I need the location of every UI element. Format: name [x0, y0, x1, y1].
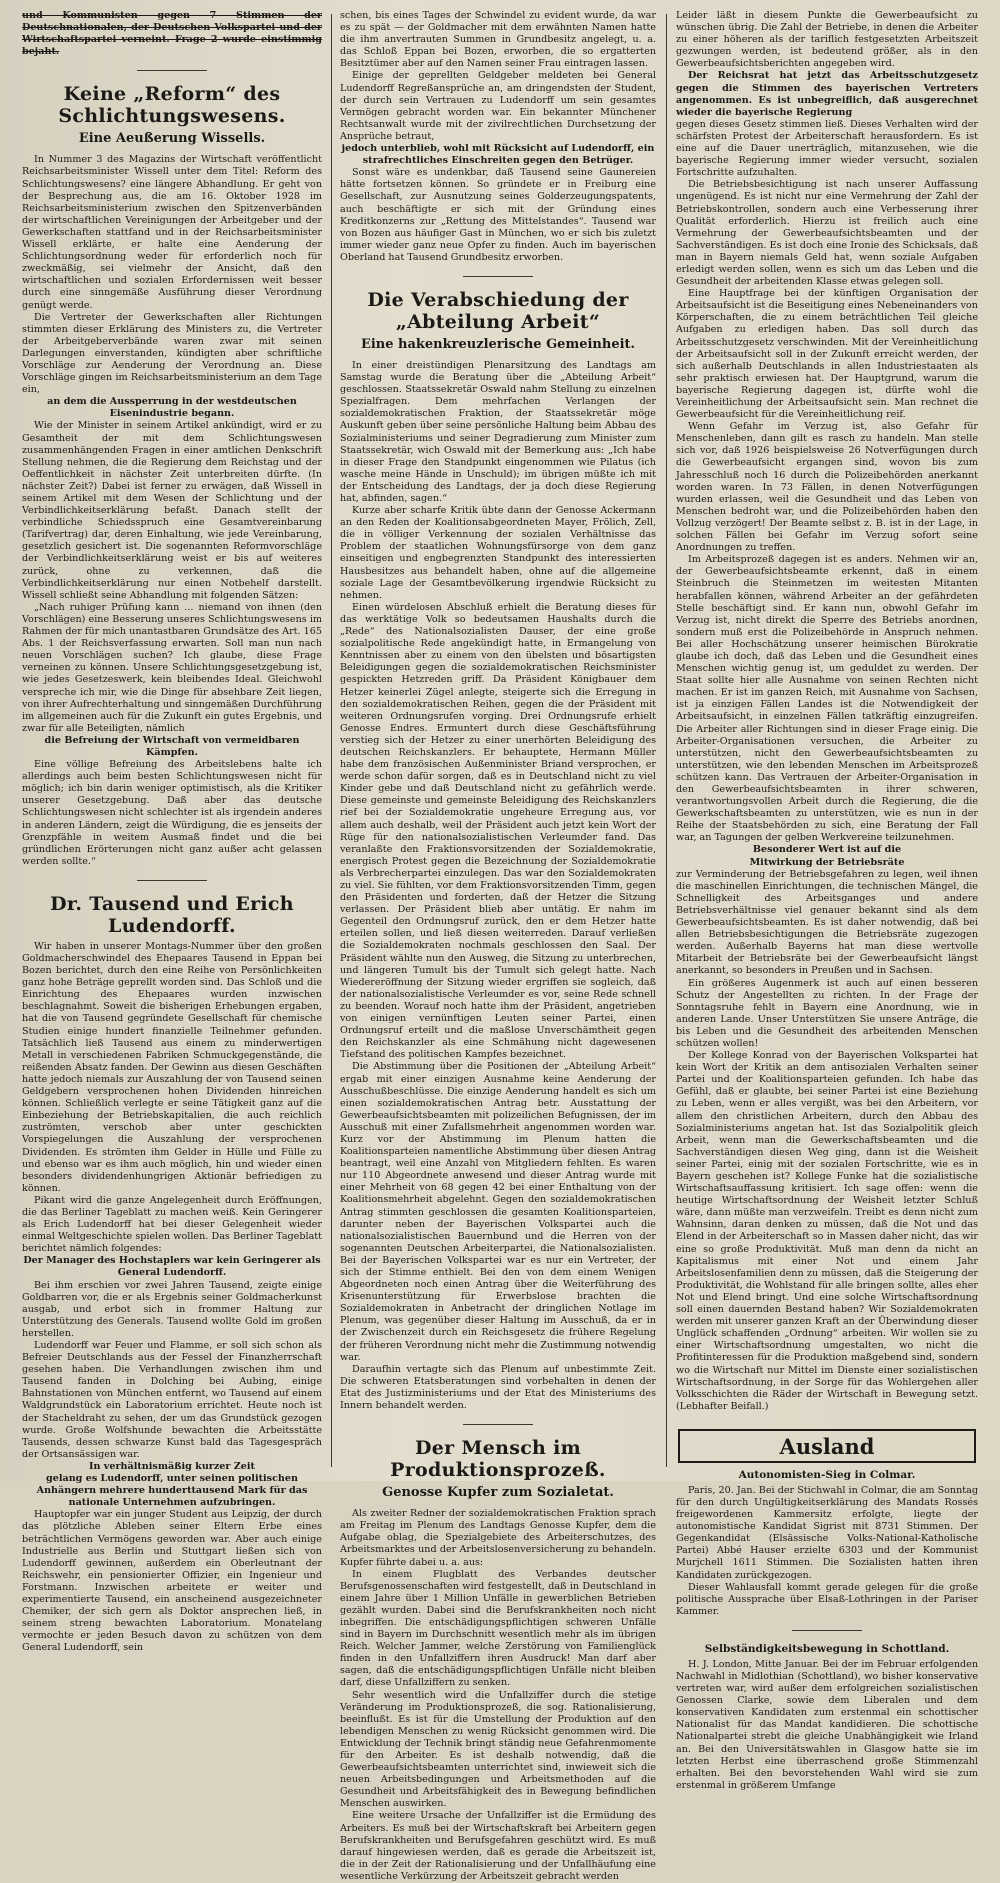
paragraph: Kurze aber scharfe Kritik übte dann der Genosse Ackermann an den Reden der Koalitionsabgeordneten Mayer, Frölich, Zell, die in völliger Verkennung der sozialen Verhältnisse das Problem der staatlichen Wohnungsfürsorge von dem ganz einseitigen und engbegrenzten Standpunkt des interessierten Hausbesitzes aus behandelt haben, ohne auf die allgemeine soziale Lage der Gesamtbevölkerung irgendwie Rücksicht zu nehmen.	[340, 505, 656, 601]
paragraph-emphasis: In verhältnismäßig kurzer Zeit	[89, 1460, 255, 1472]
column-right	[676, 10, 978, 1791]
paragraph: In einem Flugblatt des Verbandes deutscher Berufsgenossenschaften wird festgestellt, daß in Deutschland in einem Jahre über 1 Million Unfälle in gewerblichen Betrieben gezählt wurden. Dabei sind die Berufskrankheiten noch nicht inbegriffen. Die entschädigungspflichtigen schweren Unfälle sind in Bayern im Durchschnitt wesentlich mehr als im übrigen Reich. Welcher Jammer, welche Zerstörung von Familienglück finden in den Unfallziffern ihren Ausdruck! Man darf aber sagen, daß die entschädigungspflichtigen Unfälle nicht bleiben darf, diese Unfallziffern zu senken.	[340, 1568, 656, 1689]
paragraph: Ein größeres Augenmerk ist auch auf einen besseren Schutz der Angestellten zu richten. In der Frage der Sonntagsruhe fehlt in Bayern eine Anordnung, wie in anderen Lande. Unser Unterstützen Sie unsere Anträge, die bis Leben und die Gesundheit des arbeitenden Menschen schützen wollen!	[676, 977, 978, 1049]
paragraph: Die Betriebsbesichtigung ist nach unserer Auffassung ungenügend. Es ist nicht nur eine Vermehrung der Zahl der Betriebskontrollen, sondern auch eine Verbesserung ihrer Qualität erforderlich. Hierzu ist freilich auch eine Vermehrung der Gewerbeaufsichtsbeamten und der Sachverständigen. Es ist doch eine Ironie des Schicksals, daß man in Bayern niemals Geld hat, wenn soziale Aufgaben erledigt werden sollen, wenn es sich um das Leben und die Gesundheit der arbeitenden Klasse etwas gelegen soll.	[676, 179, 978, 288]
paragraph: H. J. London, Mitte Januar. Bei der im Februar erfolgenden Nachwahl in Midlothian (Schottland), wo bisher konservative vertreten war, wird außer dem erfolgreichen sozialistischen Genossen Clarke, sowie dem Liberalen und dem konservativen Kandidaten zum erstenmal ein schottischer Nationalist für das Mandat kandidieren. Die schottische Nationalpartei strebt die gleiche Unabhängigkeit wie Irland an. Bei den Universitätswahlen in Glasgow hatte sie im letzten Herbst eine überraschend große Stimmenzahl erhalten. Bei den bevorstehenden Wahl wird sie zum erstenmal in größerem Umfange	[676, 1658, 978, 1791]
paragraph: Die Vertreter der Gewerkschaften aller Richtungen stimmten dieser Erklärung des Ministers zu, die Vertreter der Arbeitgeberverbände waren zwar mit seinen Darlegungen einverstanden, kündigten aber schriftliche Vorschläge zur Aenderung der Verordnung an. Diese Vorschläge gingen im Reichsarbeitsministerium an dem Tage ein,	[22, 311, 322, 396]
separator	[792, 1630, 862, 1631]
paragraph: Wie der Minister in seinem Artikel ankündigt, wird er zu Gesamtheit der mit dem Schlichtungswesen zusammenhängenden Fragen in einer amtlichen Denkschrift Stellung nehmen, die die Regierung dem Reichstag und der Oeffentlichkeit in nächster Zeit unterbreiten dürfte. (In nächster Zeit?) Dabei ist ferner zu erwägen, daß Wissell in seinem Artikel mit dem Wesen der Schlichtung und der Verbindlichkeitserklärung befaßt. Danach stellt der verbindliche Schiedsspruch eine Gesamtvereinbarung (Tarifvertrag) dar, deren Einhaltung, wie jede Vereinbarung, gesetzlich gesichert ist. Die sogenannten Reformvorschläge der Verbindlichkeitserklärung weist er bis auf weiteres zurück, ohne zu verkennen, daß die Verbindlichkeitserklärung nur einen Notbehelf darstellt. Wissell schließt seine Abhandlung mit folgenden Sätzen:	[22, 420, 322, 601]
paragraph-emphasis: jedoch unterblieb, wohl mit Rücksicht auf Ludendorff, ein strafrechtliches Einschreiten gegen den Betrüger.	[341, 143, 655, 167]
paragraph: Eine weitere Ursache der Unfallziffer ist die Ermüdung des Arbeiters. Es muß bei der Wirtschaftskraft bei Arbeitern gegen Berufskrankheiten und Berufsgefahren geschützt wird. Es muß darauf hingewiesen werden, daß es gerade die Arbeitszeit ist, die in der Zeit der Rationalisierung und der Unfallhäufung eine wesentliche Verkürzung der Arbeitszeit gebracht werden	[340, 1810, 656, 1882]
paragraph: In einer dreistündigen Plenarsitzung des Landtags am Samstag wurde die Beratung über die „Abteilung Arbeit“ geschlossen. Staatssekretär Oswald nahm Stellung zu einzelnen Spezialfragen. Dem mehrfachen Verlangen der sozialdemokratischen Fraktion, der Staatssekretär möge Auskunft geben über seine persönliche Haltung beim Abbau des Sozialministeriums und seiner Degradierung zum Minister zum Staatssekretär, wich Oswald mit der Bemerkung aus: „Ich habe in dieser Frage den Standpunkt eingenommen wie Pilatus (ich wasche meine Hände in Unschuld); im übrigen müßte ich mit der Entscheidung des Landtags, der ja doch diese Regierung hat, abfinden, sagen.“	[340, 359, 656, 504]
column-middle	[340, 10, 656, 1882]
paragraph: Ludendorff war Feuer und Flamme, er soll sich schon als Befreier Deutschlands aus der Fessel der Finanzherrschaft gesehen haben. Die Verhandlungen zwischen ihm und Tausend fanden in Dolching bei Aubing, einige Bahnstationen von München entfernt, wo Tausend auf einem Waldgrundstück ein Laboratorium errichtet. Heute noch ist der Stacheldraht zu sehen, der um das Grundstück gezogen wurde. Große Wolfshunde bewachten die Arbeitsstätte Tausends, dessen schwarze Kunst bald das Tagesgespräch der Ortsansässigen war.	[22, 1340, 322, 1460]
paragraph-emphasis: die Befreiung der Wirtschaft von vermeidbaren Kämpfen.	[44, 734, 300, 758]
headline-produktionsprozess: Der Mensch im Produktionsprozeß.	[390, 1437, 606, 1482]
paragraph: Eine Hauptfrage bei der künftigen Organisation der Arbeitsaufsicht ist die Beseitigung eines Nebeneinanders von Körperschaften, die zu einem beträchtlichen Teil gleiche Aufgaben zu erledigen haben. Das soll durch das Arbeitsschutzgesetz verschwinden. Mit der Vereinheitlichung der Arbeitsaufsicht soll in der Zukunft erreicht werden, der sich außerhalb Deutschlands in allen Industriestaaten als sehr praktisch erwiesen hat. Der Hauptgrund, warum die bayerische Regierung dagegen ist, dürfte wohl die Vereinheitlichung der Arbeitsaufsicht sein. Man rechnet die Gewerbeaufsicht für die Vereinheitlichung reif.	[676, 288, 978, 421]
paragraph: Dieser Wahlausfall kommt gerade gelegen für die große politische Aussprache über Elsaß-Lothringen in der Pariser Kammer.	[676, 1581, 978, 1617]
paragraph: Die Abstimmung über die Positionen der „Abteilung Arbeit“ ergab mit einer einzigen Ausnahme keine Aenderung der Ausschußbeschlüsse. Die einzige Aenderung handelt es sich um einen sozialdemokratischen Antrag betr. Ausstattung der Gewerbeaufsichtsbeamten mit polizeilichen Befugnissen, der im Ausschuß mit einer Zufallsmehrheit angenommen worden war. Kurz vor der Abstimmung im Plenum hatten die Koalitionsparteien namentliche Abstimmung über diesen Antrag beantragt, weil eine Anzahl von Mitgliedern fehlten. Es waren nur 110 Abgeordnete anwesend und dieser Antrag wurde mit einer Mehrheit von 68 gegen 42 bei einer Enthaltung von der Koalitionsmehrheit abgelehnt. Gegen den sozialdemokratischen Antrag stimmten geschlossen die gesamten Koalitionsparteien, darunter neben der Bayerischen Volkspartei auch die nationalsozialistischen Bauernbund und die Herren von der sogenannten Deutschen Arbeiterpartei, die Nationalsozialisten. Bei der Bayerischen Volkspartei war es nur ein Vertreter, der sich der Stimme enthielt. Bei den von dem einem Wenigen Abgeordneten noch einen Antrag über die Weiterführung des Krisenunterstützung für Erwerbslose brachten die Sozialdemokraten in Anbetracht der dringlichen Notlage im Plenum, was gegenüber dieser Haltung im Ausschuß, da er in der Zwischenzeit durch ein Reichsgesetz die frühere Regelung der früheren Verordnung nicht mehr die Zustimmung notwendig war.	[340, 1061, 656, 1363]
paragraph-emphasis: an dem die Aussperrung in der westdeutschen Eisenindustrie begann.	[47, 396, 297, 420]
subheadline-schottland: Selbständigkeitsbewegung in Schottland.	[704, 1642, 950, 1655]
paragraph: Sonst wäre es undenkbar, daß Tausend seine Gaunereien hätte fortsetzen können. So gründete er in Freiburg eine Gesellschaft, zur Ausnutzung seines Golderzeugungspatents, auch beschäftigte er sich mit der Gründung eines Kreditkonzerns zur „Rettung des Mittelstandes“. Tausend war von Bozen aus häufiger Gast in München, wo er sich bis zuletzt immer wieder ganz neue Opfer zu finden. Auch im bayerischen Oberland hat Tausend Grundbesitz erworben.	[340, 167, 656, 263]
subheadline-gemeinheit: Eine hakenkreuzlerische Gemeinheit.	[360, 336, 636, 352]
paragraph-emphasis: Der Reichsrat hat jetzt das Arbeitsschutzgesetz gegen die Stimmen des bayerischen Vertreters angenommen. Es ist unbegreiflich, daß ausgerechnet wieder die bayerische Regierung	[676, 70, 978, 118]
headline-tausend: Dr. Tausend und Erich Ludendorff.	[50, 892, 294, 937]
headline-schlichtung: Keine „Reform“ des Schlichtungswesens.	[58, 83, 286, 128]
paragraph: Einen würdelosen Abschluß erhielt die Beratung dieses für das werktätige Volk so bedeutsamen Haushalts durch die „Rede“ des Nationalsozialisten Dauser, der eine große sozialpolitische Rede angekündigt hatte, in Ermangelung von Kenntnissen aber zu einem von den übelsten und bösartigsten Beleidigungen gegen die sozialdemokratischen Reichsminister gespickten Hetzreden griff. Da Präsident Königbauer dem Hetzer keinerlei Zügel anlegte, steigerte sich die Erregung in den sozialdemokratischen Reihen, gegen die der Präsident mit weiteren Ordnungsrufen vorging. Drei Ordnungsrufe erhielt Genosse Endres. Ermuntert durch diese Geschäftsführung verstieg sich der Hetzer zu einer unerhörten Beleidigung des deutschen Reichskanzlers. Er behauptete, Hermann Müller habe dem französischen Außenminister Briand versprochen, er werde schon dafür sorgen, daß es in Deutschland nicht zu viel Kinder gebe und daß Deutschland nicht zu gefährlich werde. Diese gemeinste und gemeinste Beleidigung des Reichskanzlers rief bei der Sozialdemokratie ungeheure Erregung aus, vor allem auch deshalb, weil der Präsident auch jetzt kein Wort der Rüge für den nationalsozialistischen Verleumder fand. Das veranlaßte den Fraktionsvorsitzenden der Sozialdemokratie, energisch Protest gegen die Bezeichnung der Sozialdemokratie als Verbrecherpartei einzulegen. Das war den Sozialdemokraten zu viel. Sie fühlten, vor dem Fraktionsvorsitzenden Timm, gegen den Präsidenten und forderten, daß der Hetzer die Sitzung verlassen. Der Präsident blieb aber untätig. Er nahm im Gegenteil den Ordnungsruf zurück, den er dem Hetzer hatte erteilen sollen, und ließ diesen weiterreden. Darauf verließen die Sozialdemokraten nochmals geschlossen den Saal. Der Präsident wählte nun den Ausweg, die Sitzung zu unterbrechen, und längeren Tumult bis der Tumult sich gelegt hatte. Nach Wiedereröffnung der Sitzung wieder ergriffen sie sogleich, daß der nationalsozialistische Verleumder es vor, seine Rede schnell zu beenden. Worauf noch hatte ihm der Präsident, angetrieben von einigen vernünftigen Leuten seiner Partei, einen Ordnungsruf erteilt und die maßlose Unverschämtheit gegen den Reichskanzler als eine Schmähung nicht dagewesenen Tiefstand des politischen Kampfes bezeichnet.	[340, 601, 656, 1061]
paragraph: Leider läßt in diesem Punkte die Gewerbeaufsicht zu wünschen übrig. Die Zahl der Betriebe, in denen die Arbeiter zu einer höheren als der tariflich festgesetzten Arbeitszeit gezwungen werden, ist bedeutend größer, als in den Gewerbeaufsichtsberichten angegeben wird.	[676, 10, 978, 70]
paragraph: Bei ihm erschien vor zwei Jahren Tausend, zeigte einige Goldbarren vor, die er als Ergebnis seiner Goldmacherkunst ausgab, und erbot sich in frommer Haltung zur Unterstützung des Generals. Tausend wollte Gold im großen herstellen.	[22, 1279, 322, 1339]
paragraph: Pikant wird die ganze Angelegenheit durch Eröffnungen, die das Berliner Tageblatt zu machen weiß. Kein Geringerer als Erich Ludendorff hat bei dieser Gelegenheit wieder einmal Weltgeschichte spielen wollen. Das Berliner Tageblatt berichtet nämlich folgendes:	[22, 1194, 322, 1255]
paragraph-emphasis: Besonderer Wert ist auf die	[752, 844, 902, 856]
subheadline-kupfer: Genosse Kupfer zum Sozialetat.	[382, 1485, 614, 1501]
paragraph-emphasis: Der Manager des Hochstaplers war kein Geringerer als General Ludendorff.	[23, 1255, 321, 1279]
paragraph: Paris, 20. Jan. Bei der Stichwahl in Colmar, die am Sonntag für den durch Ungültigkeitserklärung des Mandats Rossés freigewordenen Kammersitz erfolgte, liegte der autonomistische Kandidat Sigrist mit 8731 Stimmen. Der Gegenkandidat (Elsässische Volks-National-Katholische Partei) Abbé Hauser erzielte 6303 und der Kommunist Murjchell 1611 Stimmen. Die Sozialisten hatten ihren Kandidaten zurückgezogen.	[676, 1484, 978, 1581]
article-tail: und Kommunisten gegen 7 Stimmen der Deutschnationalen, der Deutschen Volkspartei und der Wirtschaftspartei verneint. Frage 2 wurde einstimmig bejaht.	[22, 10, 322, 58]
separator	[137, 880, 207, 881]
paragraph: Der Kollege Konrad von der Bayerischen Volkspartei hat kein Wort der Kritik an dem antisozialen Verhalten seiner Partei und der Koalitionsparteien gefunden. Ich habe das Gefühl, daß er glaubte, bei seiner Partei ist eine Beziehung zu Leben, wenn er alles vergißt, was bei den Arbeitern, vor allem den christlichen Arbeitern, durch den Abbau des Sozialministeriums angetan hat. Ist das Sozialpolitik gleich Arbeit, wenn man die Gewerkschaftsbeamten und die Sachverständigen diesen Weg ging, dann ist die Weisheit seiner Partei, einig mit der sozialen Fortschritte, wie es in Bayern geschehen ist? Kollege Funke hat die sozialistische Wirtschaftsauffassung kritisiert. Ich sage offen: wenn die heutige Wirtschaftsordnung der Weisheit letzter Schluß wäre, dann müßte man verzweifeln. Treibt es denn nicht zum Wahnsinn, daran denken zu müssen, daß die Not und das Elend in der Arbeiterschaft so in Massen daher nicht, das wir eine so große Produktivität. Muß man denn da nicht an Kapitalismus mit einer Not und einem Jahr Arbeitslosenfamilien denn zu müssen, daß die Steigerung der Produktivität, die Wohlstand für alle bringen sollte, alles eher Not und Elend bringt. Und eine solche Wirtschaftsordnung soll einen dauernden Bestand haben? Wir Sozialdemokraten werden mit unserer ganzen Kraft an der Überwindung dieser Unglück schaffenden „Ordnung“ arbeiten. Wir wollen sie zu einer Wirtschaftsordnung umgestalten, wo nicht die Profitinteressen für die Produktion maßgebend sind, sondern wo die Wirtschaft nur Mittel im Dienste einer sozialistischen Wirtschaftsordnung, in der Sorge für das Wohlergehen aller Volksschichten die Räder der Wirtschaft in Bewegung setzt. (Lebhafter Beifall.)	[676, 1050, 978, 1412]
paragraph: Im Arbeitsprozeß dagegen ist es anders. Nehmen wir an, der Gewerbeaufsichtsbeamte erkennt, daß in einem Steinbruch die Steinmetzen im weitesten Mitanten herabfallen können, während Arbeiter an der gefährdeten Stelle beschäftigt sind. Er kann nun, obwohl Gefahr im Verzug ist, nicht direkt die Sperre des Betriebs anordnen, sondern muß erst die Polizeibehörde in Anspruch nehmen. Bei aller Hochschätzung unserer heimischen Bürokratie glaube ich doch, daß das Leben und die Gesundheit eines Menschen wichtig genug ist, um geduldet zu werden. Der Staat sollte hier alle Ausnahme von seinen Rechten nicht machen. Er ist im ganzen Reich, mit Ausnahme von Sachsen, ist ja einzigen Fällen Landes ist die Notwendigkeit der Arbeitsaufsicht, in einzelnen Fällen tatkräftig einzugreifen. Die Arbeiter aller Richtungen sind in dieser Frage einig. Die Arbeiter-Organisationen versuchen, die Arbeiter zu unterstützen, nicht den Gewerbeaufsichtsbeamten zu unterstützen, wie den lebenden Menschen im Arbeitsprozeß schützen kann. Das Vertrauen der Arbeiter-Organisation in den Gewerbeaufsichtsbeamten in ihrer schweren, verantwortungsvollen Arbeit durch die Regierung, die die Gewerkschaftsbeamten zu unterstützen, wie es nun in der Reihe der Staatsbehörden zu sich, eine Beratung der Fall war, an Tagungen der gelben Werkvereine teilzunehmen.	[676, 554, 978, 844]
paragraph: Daraufhin vertagte sich das Plenum auf unbestimmte Zeit. Die schweren Etatsberatungen sind vorbehalten in denen der Etat des Justizministeriums und der Etat des Ministeriums des Innern behandelt werden.	[340, 1363, 656, 1412]
paragraph: Einige der geprellten Geldgeber meldeten bei General Ludendorff Regreßansprüche an, am dringendsten der Student, der durch sein Vertrauen zu Ludendorff um sein gesamtes Vermögen gebracht worden war. Ein bekannter Münchener Rechtsanwalt wurde mit der zivilrechtlichen Durchsetzung der Ansprüche betraut,	[340, 70, 656, 142]
paragraph: schen, bis eines Tages der Schwindel zu evident wurde, da war es zu spät — der Goldmacher mit dem erwähnten Namen hatte die ihm anvertrauten Summen in Grundbesitz angelegt, u. a. das Schloß Eppan bei Bozen, erworben, die so ergatterten Besitztümer aber auf den Namen seiner Frau eintragen lassen.	[340, 10, 656, 70]
paragraph-emphasis: gelang es Ludendorff, unter seinen politischen Anhängern mehrere hunderttausend Mark für das nationale Unternehmen aufzubringen.	[36, 1473, 308, 1509]
subheadline-colmar: Autonomisten-Sieg in Colmar.	[738, 1468, 916, 1481]
paragraph: Hauptopfer war ein junger Student aus Leipzig, der durch das plötzliche Ableben seiner Eltern Erbe eines beträchtlichen Vermögens geworden war. Aber auch einige Industrielle aus Berlin und Stuttgart ließen sich von Ludendorff gewinnen, außerdem ein Oberleutnant der Reichswehr, ein pensionierter Offizier, ein Ingenieur und Forstmann. Inzwischen arbeitete er weiter und experimentierte Tausend, ein anscheinend ausgezeichneter Chemiker, der sich gern als Doktor ansprechen ließ, in seinem streng bewachten Laboratorium. Monatelang vermochte er jeden Besuch davon zu schützen von dem General Ludendorff, sein	[22, 1509, 322, 1654]
paragraph: zur Verminderung der Betriebsgefahren zu legen, weil ihnen die maschinellen Einrichtungen, die technischen Mängel, die Schnelligkeit des Arbeitsganges und andere Betriebsverhältnisse viel genauer bekannt sind als dem Gewerbeaufsichtsbeamten. Es ist daher notwendig, daß bei allen Betriebsbesichtigungen die Betriebsräte zugezogen werden. Außerhalb Bayerns hat man diese wertvolle Mitarbeit der Betriebsräte bei der Gewerbeaufsicht längst anerkannt, so besonders in Preußen und in Sachsen.	[676, 868, 978, 977]
subheadline-wissell: Eine Aeußerung Wissells.	[78, 131, 266, 147]
paragraph: Wenn Gefahr im Verzug ist, also Gefahr für Menschenleben, dann gilt es rasch zu handeln. Man stelle sich vor, daß 1926 beispielsweise 26 Notverfügungen durch die Gewerbeaufsicht ergangen sind, wovon bis zum Jahresschluß noch 16 durch die Polizeibehörden anerkannt worden waren. In 73 Fällen, in denen Notverfügungen wurden erlassen, weil die Gesundheit und das Leben von Menschen bedroht war, und die Polizeibehörden haben den Vollzug verzögert! Der Beamte selbst z. B. ist in der Lage, in solchen Fällen bei Gefahr im Verzug sofort seine Anordnungen zu treffen.	[676, 421, 978, 554]
paragraph: Eine völlige Befreiung des Arbeitslebens halte ich allerdings auch beim besten Schlichtungswesen nicht für möglich; ich bin darin weniger optimistisch, als die Kritiker unserer Gesetzgebung. Daß aber das deutsche Schlichtungswesen nicht schlechter ist als irgendein anderes in anderen Ländern, zeigt die Würdigung, die es jenseits der Grenzpfähle in weitem Ausmaß findet und die bei gründlichen Erörterungen nicht ganz außer acht gelassen werden sollte.“	[22, 759, 322, 867]
separator	[463, 1424, 533, 1425]
paragraph-quote: „Nach ruhiger Prüfung kann ... niemand von ihnen (den Vorschlägen) eine Besserung unseres Schlichtungswesens im Rahmen der für mich unantastbaren Grundsätze des Art. 165 Abs. 1 der Reichsverfassung erwarten. Soll man nun nach neuen Vorschlägen suchen? Ich glaube, diese Frage verneinen zu können. Unsere Schlichtungsgesetzgebung ist, wie jedes Gesetzeswerk, kein bleibendes Ideal. Gleichwohl verspreche ich mir, wie die Dinge für absehbare Zeit liegen, von ihrer Aufrechterhaltung und sinngemäßen Durchführung im allgemeinen auch für die Zukunft ein gutes Ergebnis, und zwar für alle Beteiligten, nämlich	[22, 601, 322, 734]
separator	[463, 276, 533, 277]
section-header-ausland: Ausland	[678, 1429, 976, 1463]
headline-abteilung-arbeit: Die Verabschiedung der „Abteilung Arbeit“	[367, 288, 629, 333]
paragraph: gegen dieses Gesetz stimmen ließ. Dieses Verhalten wird der schärfsten Protest der Arbeiterschaft herausfordern. Es ist eine auf die Dauer unerträglich, mitanzusehen, wie die bayerische Regierung immer wieder versucht, sozialen Fortschritte aufzuhalten.	[676, 118, 978, 179]
paragraph: Wir haben in unserer Montags-Nummer über den großen Goldmacherschwindel des Ehepaares Tausend in Eppan bei Bozen berichtet, durch den eine Reihe von Persönlichkeiten ganz hohe Beträge geprellt worden sind. Das Schloß und die Einrichtung des Ehepaares wurden inzwischen beschlagnahmt. Soweit die bisherigen Erhebungen ergaben, hat die von Tausend gegründete Gesellschaft für chemische Studien einige hundert finanzielle Teilnehmer gefunden. Tatsächlich ließ Tausend aus einem zu minderwertigen Metall in verschiedenen Fabriken Schmuckgegenstände, die reißenden Absatz fanden. Der Gewinn aus diesen Geschäften hatte jedoch niemals zur Auszahlung der von Tausend seinen Geldgebern versprochenen hohen Dividenden hinreichen können. Schließlich verlegte er seine Tätigkeit ganz auf die Einbeziehung der Betriebskapitalien, die auch reichlich zuströmten, verschob aber unter geschickten Vorspiegelungen die Auszahlung der versprochenen Dividenden. Es strömten ihm Gelder in Hülle und Fülle zu und ebenso war es ihm auch möglich, hin und wieder einen besonders dividendenhungrigen Aktionär befriedigen zu können.	[22, 940, 322, 1194]
paragraph-emphasis: Mitwirkung der Betriebsräte	[749, 856, 905, 868]
column-divider	[666, 14, 667, 1467]
column-left	[22, 10, 322, 1654]
paragraph: Als zweiter Redner der sozialdemokratischen Fraktion sprach am Freitag im Plenum des Landtags Genosse Kupfer, dem die Aufgabe oblag, die Spezialgebiete des Arbeiterschutzes, des Arbeitsmarktes und der Arbeitslosenversicherung zu behandeln. Kupfer führte dabei u. a. aus:	[340, 1508, 656, 1568]
column-divider	[331, 14, 332, 1467]
paragraph: Sehr wesentlich wird die Unfallziffer durch die stetige Veränderung im Produktionsprozeß, die sog. Rationalisierung, beeinflußt. Es ist für die Umstellung der Produktion auf den lebendigen Menschen zu wenig Rücksicht genommen wird. Die Entwicklung der Technik bringt ständig neue Gefahrenmomente für den Arbeiter. Es ist deshalb notwendig, daß die Gewerbeaufsichtsbeamten unterrichtet sind, inwieweit sich die neuen Arbeitsbedingungen und Arbeitsmethoden auf die Gesundheit und Arbeitsfähigkeit des in Bewegung befindlichen Menschen auswirken.	[340, 1689, 656, 1810]
separator	[137, 70, 207, 71]
paragraph: In Nummer 3 des Magazins der Wirtschaft veröffentlicht Reichsarbeitsminister Wissell unter dem Titel: Reform des Schlichtungswesens? eine längere Abhandlung. Er geht von der Besprechung aus, die am 16. Oktober 1928 im Reichsarbeitsministerium zwischen den Spitzenverbänden der wirtschaftlichen Vereinigungen der Arbeitgeber und der Gewerkschaften stattfand und in der Reichsarbeitsminister Wissell erklärte, er halte eine Aenderung der Schlichtungsordnung weder für erforderlich noch für zweckmäßig, sei vielmehr der Ansicht, daß den wirtschaftlichen und sozialen Erfordernissen weit besser durch eine sinngemäße Ausführung dieser Verordnung genügt werde.	[22, 154, 322, 311]
